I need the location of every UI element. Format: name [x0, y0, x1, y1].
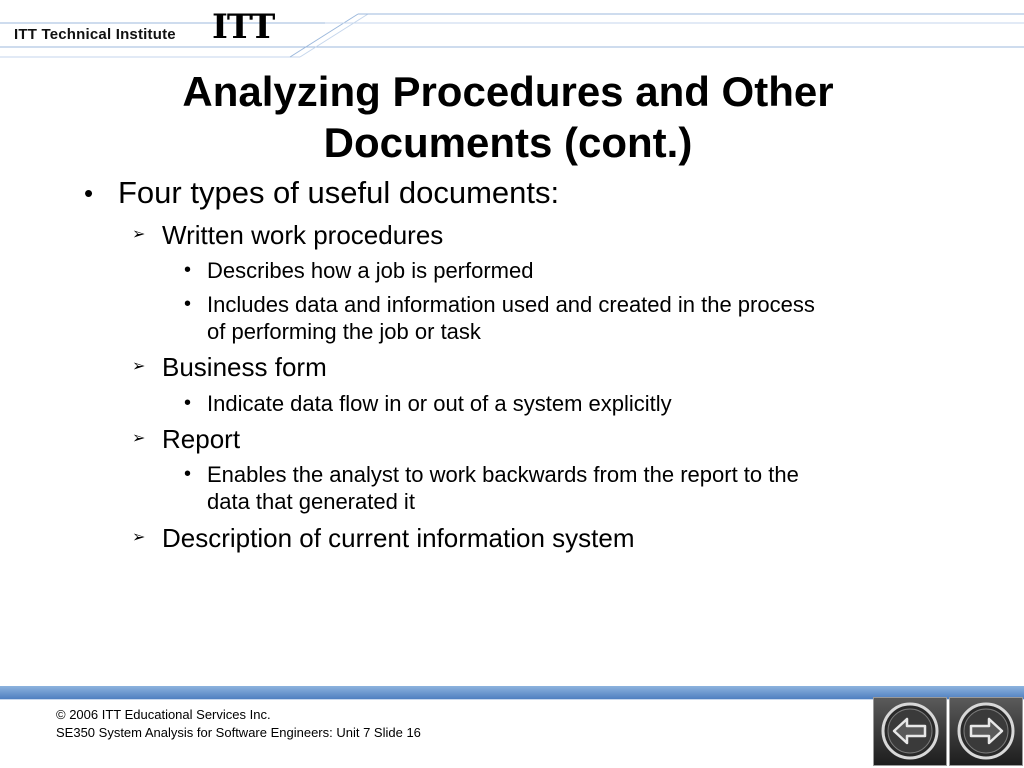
right-arrow-icon: [950, 698, 1022, 765]
sub-item-text: Indicate data flow in or out of a system explicitly: [207, 391, 672, 416]
slide-title-line-1: Analyzing Procedures and Other: [182, 68, 834, 115]
sub-item-text-cont: of performing the job or task: [207, 319, 481, 344]
list-item-label: Business form: [162, 352, 327, 382]
bullet-text: Four types of useful documents:: [118, 175, 560, 210]
footer-copyright: © 2006 ITT Educational Services Inc.: [56, 707, 271, 722]
next-slide-button[interactable]: [949, 697, 1023, 766]
arrow-bullet-icon: ➢: [132, 358, 146, 375]
arrow-bullet-icon: ➢: [132, 430, 146, 447]
sub-item-text: Describes how a job is performed: [207, 258, 534, 283]
sub-item-text: Includes data and information used and created in the process: [207, 292, 815, 317]
bullet-marker: •: [84, 178, 94, 208]
previous-slide-button[interactable]: [873, 697, 947, 766]
sub-bullet-marker: •: [184, 463, 192, 485]
sub-item-text-cont: data that generated it: [207, 489, 415, 514]
slide-title-line-2: Documents (cont.): [323, 119, 693, 166]
footer-course-info: SE350 System Analysis for Software Engineers: Unit 7 Slide 16: [56, 725, 421, 740]
brand-name: ITT Technical Institute: [14, 26, 176, 43]
list-item-label: Report: [162, 424, 241, 454]
footer-divider: [0, 699, 1024, 700]
arrow-bullet-icon: ➢: [132, 226, 146, 243]
sub-item-text: Enables the analyst to work backwards from the report to the: [207, 462, 799, 487]
slide-title: [60, 66, 956, 168]
sub-bullet-marker: •: [184, 259, 192, 281]
arrow-bullet-icon: ➢: [132, 529, 146, 546]
list-item-label: Description of current information system: [162, 523, 635, 553]
itt-logo: ITT: [212, 7, 275, 47]
sub-bullet-marker: •: [184, 392, 192, 414]
left-arrow-icon: [874, 698, 946, 765]
sub-bullet-marker: •: [184, 293, 192, 315]
list-item-label: Written work procedures: [162, 220, 444, 250]
footer-bar: [0, 686, 1024, 699]
